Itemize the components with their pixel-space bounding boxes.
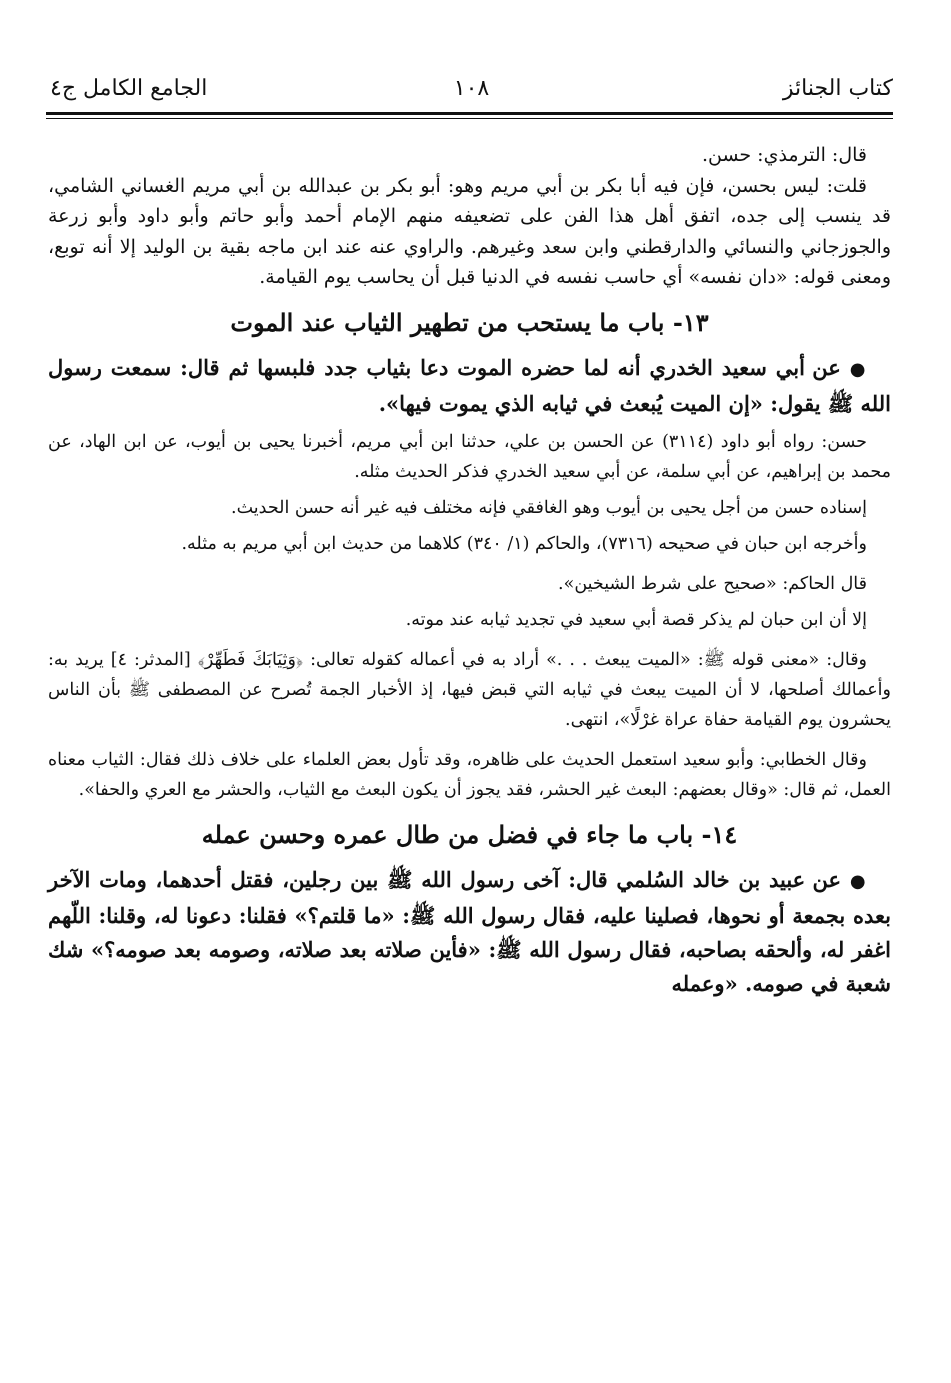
ibn-hibban-note: إلا أن ابن حبان لم يذكر قصة أبي سعيد في تجديد ثيابه عند موته. bbox=[405, 609, 867, 630]
header-rule-thick bbox=[46, 112, 893, 115]
bullet-icon: ● bbox=[849, 870, 868, 892]
hadith-13-body: عن أبي سعيد الخدري أنه لما حضره الموت دعا بثياب جدد فلبسها ثم قال: سمعت رسول الله ﷺ يقول: «إن الميت يُبعث في ثيابه الذي يموت فيها». bbox=[48, 354, 891, 416]
ibn-hibban-commentary: وقال: «معنى قوله ﷺ: «الميت يبعث . . .» أراد به في أعماله كقوله تعالى: ﴿وَثِيَابَكَ فَطَهِّرْ﴾ [المدثر: ٤] يريد به: وأعمالك أصلحها، لا أن الميت يبعث في ثيابه التي قبض فيها، إذ الأخبار الجمة تُصرح عن المصطفى ﷺ بأن الناس يحشرون يوم القيامة حفاة عراة غرْلًا»، انتهى. bbox=[48, 649, 891, 730]
header-rule-thin bbox=[46, 118, 893, 119]
bullet-icon: ● bbox=[849, 358, 867, 380]
hadith-text-13 bbox=[48, 351, 891, 421]
chapter-title-14: ١٤- باب ما جاء في فضل من طال عمره وحسن عمله bbox=[201, 819, 738, 849]
hadith-text-14 bbox=[48, 863, 891, 1001]
running-header bbox=[50, 70, 893, 112]
khattabi-commentary: وقال الخطابي: وأبو سعيد استعمل الحديث على ظاهره، وقد تأول بعض العلماء على خلاف ذلك فقال: الثياب معناه العمل، ثم قال: «وقال بعضهم: البعث غير الحشر، فقد يجوز أن يكون البعث مع الثياب، والحشر مع العري والحفا». bbox=[48, 749, 891, 800]
header-volume-title: الجامع الكامل ج٤ bbox=[50, 76, 208, 101]
header-book-title: كتاب الجنائز bbox=[782, 76, 893, 101]
paragraph-tirmidhi: قال: الترمذي: حسن. bbox=[701, 144, 867, 166]
paragraph-author-note: قلت: ليس بحسن، فإن فيه أبا بكر بن أبي مريم وهو: أبو بكر بن عبدالله بن أبي مريم الغساني الشامي، قد ينسب إلى جده، اتفق أهل هذا الفن على تضعيفه منهم الإمام أحمد وأبو حاتم وأبو داود وأبو زرعة والجوزجاني والنسائي والدارقطني وابن سعد وغيرهم. والراوي عنه عند ابن ماجه بقية بن الوليد إلا أنه توبع، ومعنى قوله: «دان نفسه» أي حاسب نفسه في الدنيا قبل أن يحاسب يوم القيامة. bbox=[48, 174, 891, 288]
page-number: ١٠٨ bbox=[453, 76, 490, 101]
page-body bbox=[48, 140, 891, 1001]
isnad-grading: إسناده حسن من أجل يحيى بن أيوب وهو الغافقي فإنه مختلف فيه غير أنه حسن الحديث. bbox=[231, 497, 867, 518]
hakim-statement: قال الحاكم: «صحيح على شرط الشيخين». bbox=[558, 573, 867, 594]
chapter-title-13: ١٣- باب ما يستحب من تطهير الثياب عند الموت bbox=[230, 307, 709, 337]
hadith-14-body: عن عبيد بن خالد السُلمي قال: آخى رسول الله ﷺ بين رجلين، فقتل أحدهما، ومات الآخر بعده بجمعة أو نحوها، فصلينا عليه، فقال رسول الله ﷺ: «ما قلتم؟» فقلنا: دعونا له، وقلنا: اللّهم اغفر له، وألحقه بصاحبه، فقال رسول الله ﷺ: «فأين صلاته بعد صلاته، وصومه بعد صومه؟» شك شعبة في صومه. «وعمله bbox=[48, 866, 891, 996]
takhrij-ibn-hibban: وأخرجه ابن حبان في صحيحه (٧٣١٦)، والحاكم (١/ ٣٤٠) كلاهما من حديث ابن أبي مريم به مثله. bbox=[181, 533, 867, 554]
takhrij-abu-dawud: حسن: رواه أبو داود (٣١١٤) عن الحسن بن علي، حدثنا ابن أبي مريم، أخبرنا يحيى بن أيوب، عن ابن الهاد، عن محمد بن إبراهيم، عن أبي سلمة، عن أبي سعيد الخدري فذكر الحديث مثله. bbox=[48, 431, 891, 482]
